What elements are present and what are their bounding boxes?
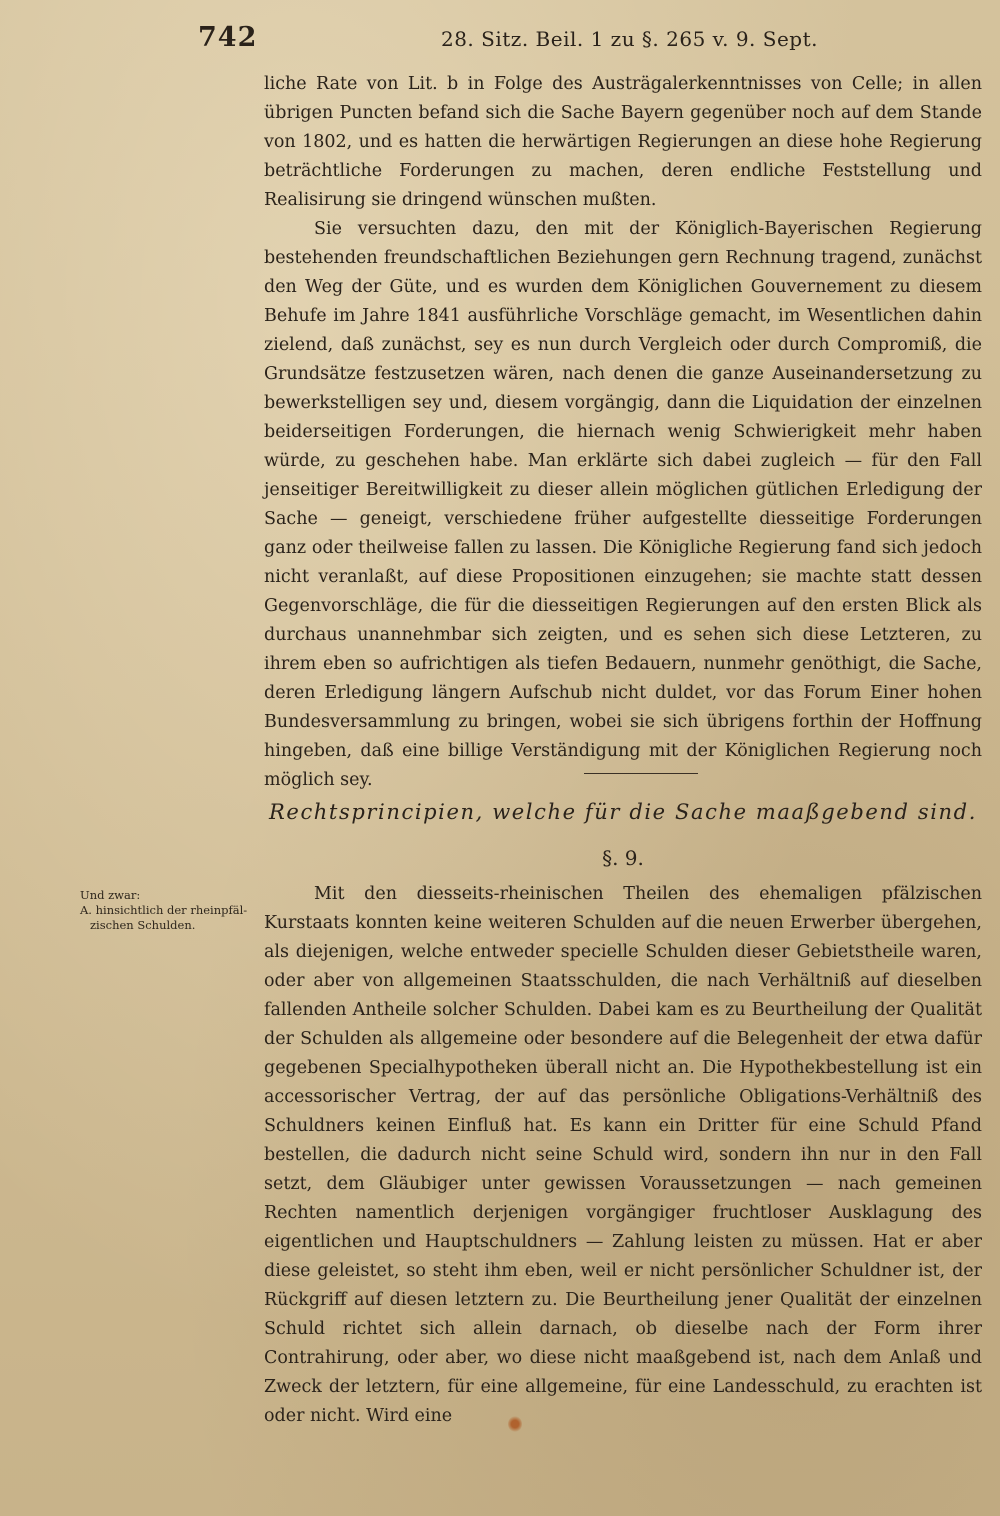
section-number: §. 9. [602,846,644,870]
page-header [198,22,818,62]
paragraph-negotiations: Sie versuchten dazu, den mit der Königlich-Bayerischen Regierung bestehenden freundschaftlichen Beziehungen gern Rechnung tragend, zunächst den Weg der Güte, und es wurden dem Königlichen Gouvernement zu diesem Behufe im Jahre 1841 ausführliche Vorschläge gemacht, im Wesentlichen dahin zielend, daß zunächst, sey es nun durch Vergleich oder durch Compromiß, die Grundsätze festzusetzen wären, nach denen die ganze Auseinandersetzung zu bewerkstelligen sey und, diesem vorgängig, dann die Liquidation der einzelnen beiderseitigen Forderungen, die hiernach wenig Schwierigkeit mehr haben würde, zu geschehen habe. Man erklärte sich dabei zugleich — für den Fall jenseitiger Bereitwilligkeit zu dieser allein möglichen gütlichen Erledigung der Sache — geneigt, verschiedene früher aufgestellte diesseitige Forderungen ganz oder theilweise fallen zu lassen. Die Königliche Regierung fand sich jedoch nicht veranlaßt, auf diese Propositionen einzugehen; sie machte statt dessen Gegenvorschläge, die für die diesseitigen Regierungen auf den ersten Blick als durchaus unannehmbar sich zeigten, und es sehen sich diese Letzteren, zu ihrem eben so aufrichtigen als tiefen Bedauern, nunmehr genöthigt, die Sache, deren Erledigung längern Aufschub nicht duldet, vor das Forum Einer hohen Bundesversammlung zu bringen, wobei sie sich übrigens forthin der Hoffnung hingeben, daß eine billige Verständigung mit der Königlichen Regierung noch möglich sey. [264,219,982,790]
marginal-note-line: zischen Schulden. [90,918,196,932]
top-text-block [264,70,982,795]
section-title: Rechtsprincipien, welche für die Sache maaßgebend sind. [269,800,977,824]
paragraph-debts: Mit den diesseits-rheinischen Theilen des ehemaligen pfälzischen Kurstaats konnten keine weiteren Schulden auf die neuen Erwerber übergehen, als diejenigen, welche entweder specielle Schulden dieser Gebietstheile waren, oder aber von allgemeinen Staatsschulden, die nach Verhältniß auf dieselben fallenden Antheile solcher Schulden. Dabei kam es zu Beurtheilung der Qualität der Schulden als allgemeine oder besondere auf die Belegenheit der etwa dafür gegebenen Specialhypotheken überall nicht an. Die Hypothekbestellung ist ein accessorischer Vertrag, der auf das persönliche Obligations-Verhältniß des Schuldners keinen Einfluß hat. Es kann ein Dritter für eine Schuld Pfand bestellen, die dadurch nicht seine Schuld wird, sondern ihn nur in den Fall setzt, dem Gläubiger unter gewissen Voraussetzungen — nach gemeinen Rechten namentlich derjenigen vorgängiger fruchtloser Ausklagung des eigentlichen und Hauptschuldners — Zahlung leisten zu müssen. Hat er aber diese geleistet, so steht ihm eben, weil er nicht persönlicher Schuldner ist, der Rückgriff auf diesen letztern zu. Die Beurtheilung jener Qualität der einzelnen Schuld richtet sich allein darnach, ob dieselbe nach der Form ihrer Contrahirung, oder aber, wo diese nicht maaßgebend ist, nach dem Anlaß und Zweck der letztern, für eine allgemeine, für eine Landesschuld, zu erachten ist oder nicht. Wird eine [264,884,982,1426]
marginal-note-line: Und zwar: [80,888,141,902]
running-head: 28. Sitz. Beil. 1 zu §. 265 v. 9. Sept. [440,27,818,51]
marginal-note-line: A. hinsichtlich der rheinpfäl- [80,903,248,917]
marginal-note [80,888,264,933]
section-divider [584,773,698,774]
paragraph-continuation: liche Rate von Lit. b in Folge des Austrägalerkenntnisses von Celle; in allen übrigen Puncten befand sich die Sache Bayern gegenüber noch auf dem Stande von 1802, und es hatten die herwärtigen Regierungen an diese hohe Regierung beträchtliche Forderungen zu machen, deren endliche Feststellung und Realisirung sie dringend wünschen mußten. [264,74,982,210]
ink-stain [508,1416,522,1432]
bottom-text-block [264,880,982,1431]
page-number: 742 [198,22,258,53]
